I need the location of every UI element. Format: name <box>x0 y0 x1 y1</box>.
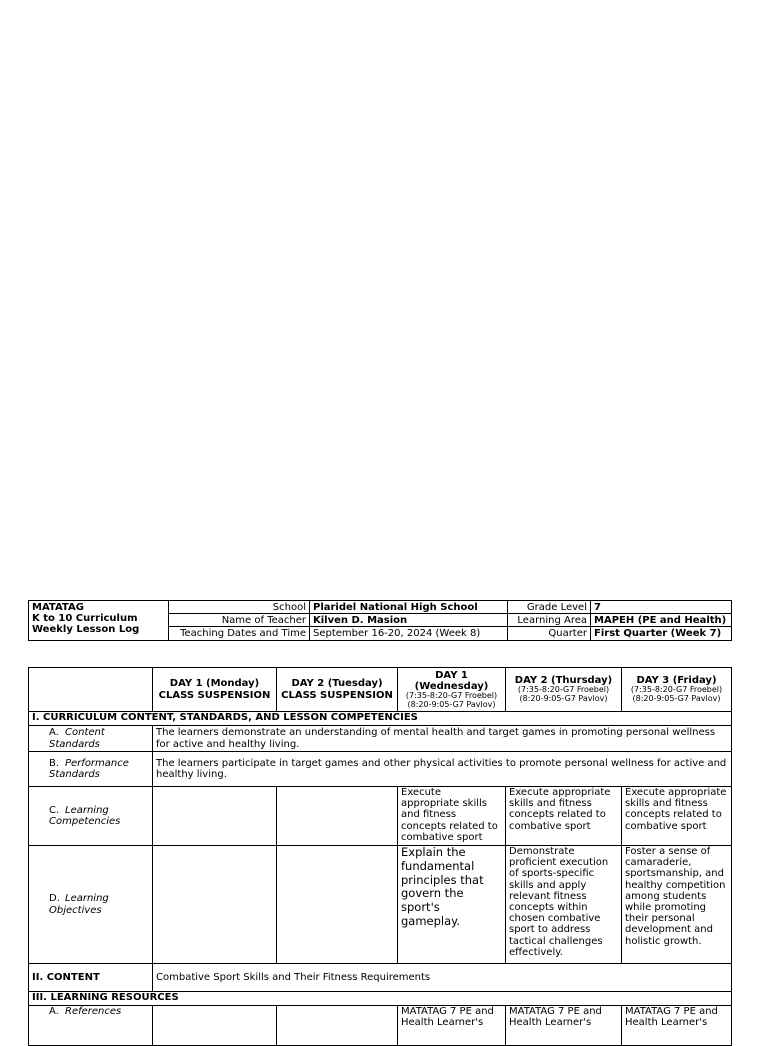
references-monday <box>153 1006 277 1046</box>
day-header-thursday <box>506 668 622 712</box>
row-label-text: Learning Competencies <box>49 804 121 827</box>
area-label: Learning Area <box>508 614 591 627</box>
day-title: DAY 3 (Friday) <box>636 675 717 687</box>
row-label <box>29 1006 153 1046</box>
grade-value: 7 <box>591 601 732 614</box>
grade-label: Grade Level <box>508 601 591 614</box>
objectives-thursday: Demonstrate proficient execution of sports-specific skills and apply relevant fitness concepts within chosen combative sport to address tactical challenges effectively. <box>506 846 622 964</box>
row-label <box>29 752 153 787</box>
teacher-label: Name of Teacher <box>169 614 310 627</box>
content-text: Combative Sport Skills and Their Fitness Requirements <box>153 964 732 992</box>
references-tuesday <box>277 1006 398 1046</box>
row-performance-standards <box>29 752 732 787</box>
objectives-wednesday: Explain the fundamental principles that govern the sport's gameplay. <box>398 846 506 964</box>
row-label-text: Learning Objectives <box>49 893 109 916</box>
day-title: DAY 2 (Thursday) <box>514 675 613 687</box>
row-learning-competencies <box>29 787 732 846</box>
day-header-monday <box>153 668 277 712</box>
row-label-text: Content Standards <box>49 727 105 750</box>
log-title <box>29 601 169 641</box>
competencies-wednesday: Execute appropriate skills and fitness concepts related to combative sport <box>398 787 506 846</box>
section-curriculum: I. CURRICULUM CONTENT, STANDARDS, AND LESSON COMPETENCIES <box>29 712 732 726</box>
objectives-friday: Foster a sense of camaraderie, sportsmanship, and healthy competition among students while promoting their personal development and holistic growth. <box>622 846 732 964</box>
lesson-log-table <box>28 667 732 1046</box>
teacher-value: Kilven D. Masion <box>310 614 508 627</box>
content-standards-text: The learners demonstrate an understanding of mental health and target games in promoting personal wellness for active and healthy living. <box>153 726 732 752</box>
day-schedule: (7:35-8:20-G7 Froebel) <box>405 690 498 700</box>
row-learning-objectives <box>29 846 732 964</box>
references-friday: MATATAG 7 PE and Health Learner's <box>622 1006 732 1046</box>
performance-standards-line: healthy living. <box>156 769 227 780</box>
log-title-line-1: MATATAG <box>32 602 84 613</box>
competencies-monday <box>153 787 277 846</box>
performance-standards-line: The learners participate in target games and other physical activities to promote personal wellness for active and <box>156 757 727 769</box>
day-schedule: (7:35-8:20-G7 Froebel) <box>517 685 610 695</box>
quarter-value: First Quarter (Week 7) <box>591 627 732 640</box>
section-content: II. CONTENT <box>29 964 153 992</box>
log-title-line-3: Weekly Lesson Log <box>32 624 140 636</box>
day-header-wednesday <box>398 668 506 712</box>
day-header-blank <box>29 668 153 712</box>
row-label <box>29 846 153 964</box>
row-letter: A. <box>49 727 59 739</box>
quarter-label: Quarter <box>508 627 591 640</box>
performance-standards-text <box>153 752 732 787</box>
dates-value: September 16-20, 2024 (Week 8) <box>310 627 508 640</box>
competencies-friday: Execute appropriate skills and fitness concepts related to combative sport <box>622 787 732 846</box>
references-wednesday: MATATAG 7 PE and Health Learner's <box>398 1006 506 1046</box>
row-letter: C. <box>49 804 60 816</box>
row-content <box>29 964 732 992</box>
competencies-tuesday <box>277 787 398 846</box>
day-header-friday <box>622 668 732 712</box>
row-content-standards <box>29 726 732 752</box>
dates-label: Teaching Dates and Time <box>169 627 310 640</box>
header-table <box>28 600 732 641</box>
area-value: MAPEH (PE and Health) <box>591 614 732 627</box>
day-schedule: (8:20-9:05-G7 Pavlov) <box>632 694 721 704</box>
day-schedule: (7:35-8:20-G7 Froebel) <box>630 685 723 695</box>
row-label-text: References <box>65 1006 122 1017</box>
log-title-line-2: K to 10 Curriculum <box>32 613 138 625</box>
section-resources: III. LEARNING RESOURCES <box>29 992 732 1006</box>
objectives-monday <box>153 846 277 964</box>
day-status: CLASS SUSPENSION <box>281 689 393 701</box>
objectives-tuesday <box>277 846 398 964</box>
row-letter: A. <box>49 1006 59 1017</box>
day-title: DAY 1 (Monday) <box>169 678 260 690</box>
school-value: Plaridel National High School <box>310 601 508 614</box>
row-label-text: Performance Standards <box>49 757 129 780</box>
row-label <box>29 787 153 846</box>
row-letter: D. <box>49 893 60 905</box>
day-header-row <box>29 668 732 712</box>
day-title: DAY 1 (Wednesday) <box>414 669 489 692</box>
competencies-thursday: Execute appropriate skills and fitness concepts related to combative sport <box>506 787 622 846</box>
references-thursday: MATATAG 7 PE and Health Learner's <box>506 1006 622 1046</box>
day-title: DAY 2 (Tuesday) <box>291 678 383 690</box>
row-letter: B. <box>49 757 60 769</box>
day-status: CLASS SUSPENSION <box>158 689 271 701</box>
day-schedule: (8:20-9:05-G7 Pavlov) <box>407 699 496 709</box>
day-schedule: (8:20-9:05-G7 Pavlov) <box>519 694 608 704</box>
day-header-tuesday <box>277 668 398 712</box>
row-references <box>29 1006 732 1046</box>
school-label: School <box>169 601 310 614</box>
row-label <box>29 726 153 752</box>
